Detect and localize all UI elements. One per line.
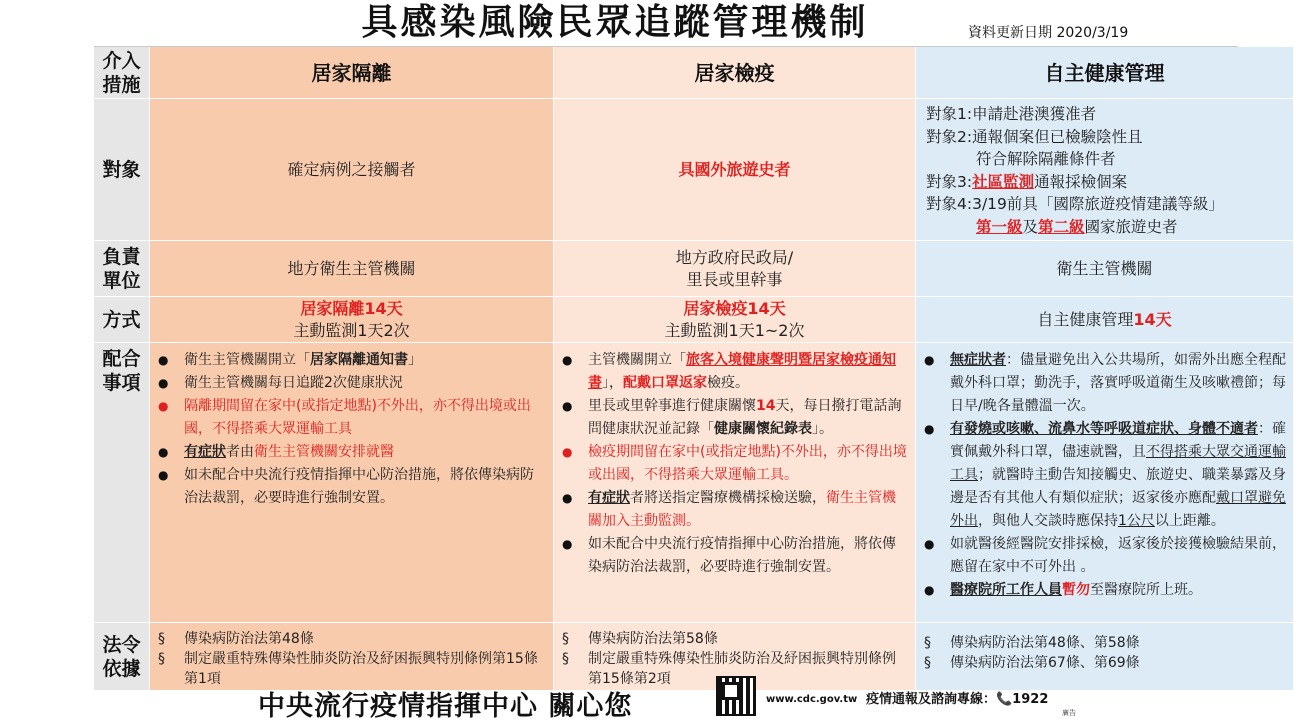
measures-self-health-management	[916, 343, 1294, 623]
list-item: ● 衛生主管機關每日追蹤2次健康狀況	[158, 372, 547, 395]
qr-code-icon	[716, 676, 756, 716]
measures-home-quarantine	[554, 343, 916, 623]
row-label-law: 法令依據	[94, 623, 150, 691]
list-item: § 傳染病防治法第48條	[158, 629, 547, 649]
list-item: ● 如未配合中央流行疫情指揮中心防治措施，將依傳染病防治法裁罰，必要時進行強制安置。	[562, 533, 909, 579]
list-item: ● 檢疫期間留在家中(或指定地點)不外出，亦不得出境或出國，不得搭乘大眾運輸工具。	[562, 441, 909, 487]
list-item: § 傳染病防治法第48條、第58條	[924, 633, 1287, 653]
law-self-health-management	[916, 623, 1294, 691]
target-self-health-management	[916, 99, 1294, 241]
list-item: ● 如就醫後經醫院安排採檢，返家後於接獲檢驗結果前，應留在家中不可外出 。	[924, 533, 1287, 579]
row-label-target: 對象	[94, 99, 150, 241]
header-home-isolation: 居家隔離	[150, 47, 554, 99]
list-item: § 制定嚴重特殊傳染性肺炎防治及紓困振興特別條例第15條第1項	[158, 649, 547, 689]
target-line-2: 對象2:通報個案但已檢驗陰性且	[926, 127, 1143, 146]
measures-home-isolation	[150, 343, 554, 623]
unit-home-quarantine: 地方政府民政局/ 里長或里幹事	[554, 241, 916, 297]
header-self-health-management: 自主健康管理	[916, 47, 1294, 99]
target-line-3: 符合解除隔離條件者	[976, 150, 1116, 168]
method-home-isolation: 居家隔離14天 主動監測1天2次	[150, 297, 554, 343]
list-item: ● 里長或里幹事進行健康關懷14天，每日撥打電話詢問健康狀況並記錄「健康關懷紀錄表」。	[562, 395, 909, 441]
method-self-health-management: 自主健康管理14天	[916, 297, 1294, 343]
list-item: ● 有症狀者將送指定醫療機構採檢送驗，衛生主管機關加入主動監測。	[562, 487, 909, 533]
list-item: ● 醫療院所工作人員暫勿至醫療院所上班。	[924, 579, 1287, 602]
list-item: ● 有發燒或咳嗽、流鼻水等呼吸道症狀、身體不適者：確實佩戴外科口罩，儘速就醫，且不得搭乘大眾交通運輸工具；就醫時主動告知接觸史、旅遊史、職業暴露及身邊是否有其他人有類似症狀；返家後亦應配戴口罩避免外出，與他人交談時應保持1公尺以上距離。	[924, 418, 1287, 533]
method-home-quarantine: 居家檢疫14天 主動監測1天1~2次	[554, 297, 916, 343]
row-label-unit: 負責單位	[94, 241, 150, 297]
list-item: § 傳染病防治法第67條、第69條	[924, 653, 1287, 673]
footer-url: www.cdc.gov.tw	[766, 694, 858, 705]
row-label-measures: 配合事項	[94, 343, 150, 623]
target-line-5: 對象4:3/19前具「國際旅遊疫情建議等級」	[926, 195, 1224, 213]
footer-hotline: 疫情通報及諮詢專線：📞1922	[866, 692, 1049, 707]
row-label-method: 方式	[94, 297, 150, 343]
measures-table	[94, 46, 1286, 691]
header-home-quarantine: 居家檢疫	[554, 47, 916, 99]
list-item: § 傳染病防治法第58條	[562, 629, 909, 649]
list-item: ● 無症狀者：儘量避免出入公共場所，如需外出應全程配戴外科口罩；勤洗手，落實呼吸道衛生及咳嗽禮節；每日早/晚各量體溫一次。	[924, 349, 1287, 418]
list-item: ● 如未配合中央流行疫情指揮中心防治措施，將依傳染病防治法裁罰，必要時進行強制安置。	[158, 464, 547, 510]
list-item: ● 主管機關開立「旅客入境健康聲明暨居家檢疫通知書」，配戴口罩返家檢疫。	[562, 349, 909, 395]
law-home-isolation	[150, 623, 554, 691]
list-item: ● 隔離期間留在家中(或指定地點)不外出，亦不得出境或出國，不得搭乘大眾運輸工具	[158, 395, 547, 441]
list-item: ● 有症狀者由衛生主管機關安排就醫	[158, 441, 547, 464]
unit-home-isolation: 地方衛生主管機關	[150, 241, 554, 297]
target-home-quarantine: 具國外旅遊史者	[554, 99, 916, 241]
target-line-1: 對象1:申請赴港澳獲准者	[926, 105, 1097, 123]
update-date: 資料更新日期 2020/3/19	[968, 25, 1129, 41]
target-home-isolation: 確定病例之接觸者	[150, 99, 554, 241]
list-item: ● 衛生主管機關開立「居家隔離通知書」	[158, 349, 547, 372]
unit-self-health-management: 衛生主管機關	[916, 241, 1294, 297]
footer-slogan: 中央流行疫情指揮中心 關心您	[258, 691, 633, 722]
list-item: § 制定嚴重特殊傳染性肺炎防治及紓困振興特別條例第15條第2項	[562, 649, 909, 689]
page-title: 具感染風險民眾追蹤管理機制	[361, 2, 869, 43]
target-line-6: 第一級及第二級國家旅遊史者	[976, 217, 1178, 236]
target-line-4: 對象3:社區監測通報採檢個案	[926, 172, 1128, 191]
row-label-measures-type: 介入措施	[94, 47, 150, 99]
ad-label: 廣告	[1062, 709, 1076, 717]
